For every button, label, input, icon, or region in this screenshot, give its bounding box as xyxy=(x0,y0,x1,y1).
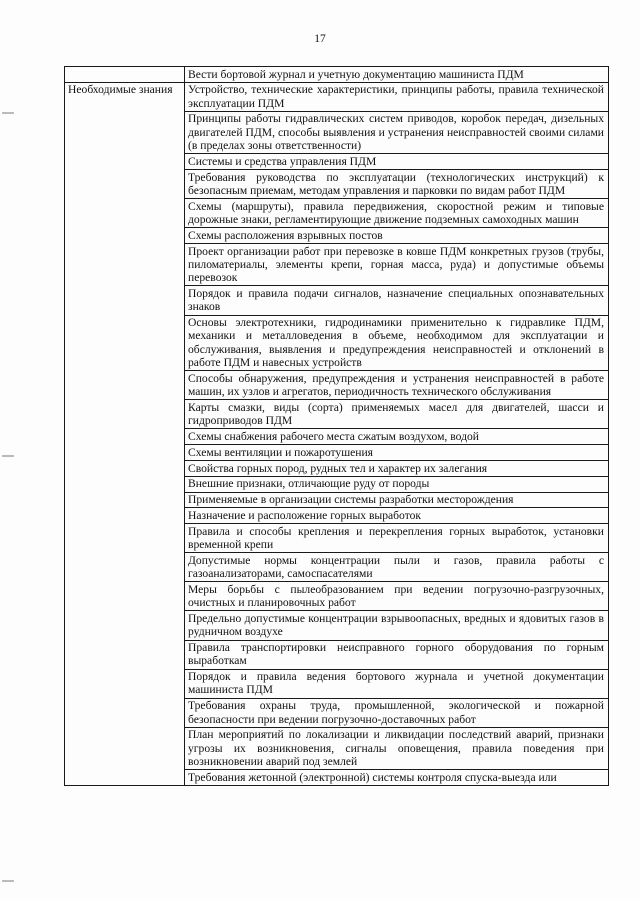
knowledge-item: Назначение и расположение горных выработок xyxy=(185,508,609,524)
knowledge-item: Внешние признаки, отличающие руду от породы xyxy=(185,476,609,492)
knowledge-item: Применяемые в организации системы разработки месторождения xyxy=(185,492,609,508)
knowledge-item: Порядок и правила ведения бортового журнала и учетной документации машиниста ПДМ xyxy=(185,669,609,698)
label-cell-empty xyxy=(65,67,185,83)
knowledge-item: Правила транспортировки неисправного горного оборудования по горным выработкам xyxy=(185,640,609,669)
knowledge-item: Схемы вентиляции и пожаротушения xyxy=(185,445,609,461)
scan-mark xyxy=(2,880,14,882)
page-number: 17 xyxy=(314,33,326,45)
knowledge-item: Меры борьбы с пылеобразованием при ведении погрузочно-разгрузочных, очистных и планировочных работ xyxy=(185,582,609,611)
knowledge-item: Требования жетонной (электронной) системы контроля спуска-выезда или xyxy=(185,770,609,786)
table-row xyxy=(65,82,609,111)
knowledge-item: План мероприятий по локализации и ликвидации последствий аварий, признаки угрозы их возникновения, сигналы оповещения, правила поведения при возникновении аварий под землей xyxy=(185,727,609,769)
knowledge-item: Допустимые нормы концентрации пыли и газов, правила работы с газоанализаторами, самоспасателями xyxy=(185,553,609,582)
knowledge-item: Правила и способы крепления и перекрепления горных выработок, установки временной крепи xyxy=(185,524,609,553)
knowledge-item: Принципы работы гидравлических систем приводов, коробок передач, дизельных двигателей ПДМ, способы выявления и устранения неисправностей своими силами (в пределах зоны ответственности) xyxy=(185,111,609,153)
knowledge-table xyxy=(64,66,609,786)
section-label: Необходимые знания xyxy=(65,82,185,785)
knowledge-item: Схемы снабжения рабочего места сжатым воздухом, водой xyxy=(185,429,609,445)
knowledge-item: Схемы (маршруты), правила передвижения, скоростной режим и типовые дорожные знаки, регламентирующие движение подземных самоходных машин xyxy=(185,199,609,228)
knowledge-item: Системы и средства управления ПДМ xyxy=(185,154,609,170)
table-row xyxy=(65,67,609,83)
continuation-item: Вести бортовой журнал и учетную документацию машиниста ПДМ xyxy=(185,67,609,83)
knowledge-item: Требования охраны труда, промышленной, экологической и пожарной безопасности при ведении погрузочно-доставочных работ xyxy=(185,698,609,727)
knowledge-item: Схемы расположения взрывных постов xyxy=(185,228,609,244)
knowledge-item: Порядок и правила подачи сигналов, назначение специальных опознавательных знаков xyxy=(185,286,609,315)
scan-mark xyxy=(2,112,14,114)
knowledge-item: Свойства горных пород, рудных тел и характер их залегания xyxy=(185,461,609,477)
knowledge-item: Способы обнаружения, предупреждения и устранения неисправностей в работе машин, их узлов и агрегатов, периодичность технического обслуживания xyxy=(185,371,609,400)
knowledge-item: Карты смазки, виды (сорта) применяемых масел для двигателей, шасси и гидроприводов ПДМ xyxy=(185,400,609,429)
knowledge-item: Требования руководства по эксплуатации (технологических инструкций) к безопасным приемам, методам управления и парковки по видам работ ПДМ xyxy=(185,170,609,199)
knowledge-item: Проект организации работ при перевозке в ковше ПДМ конкретных грузов (трубы, пиломатериалы, элементы крепи, горная масса, руда) и допустимые объемы перевозок xyxy=(185,244,609,286)
scan-mark xyxy=(2,455,14,457)
knowledge-item: Основы электротехники, гидродинамики применительно к гидравлике ПДМ, механики и металловедения в объеме, необходимом для эксплуатации и обслуживания, выявления и предупреждения неисправностей и отклонений в работе ПДМ и навесных устройств xyxy=(185,315,609,371)
knowledge-item: Устройство, технические характеристики, принципы работы, правила технической эксплуатации ПДМ xyxy=(185,82,609,111)
knowledge-item: Предельно допустимые концентрации взрывоопасных, вредных и ядовитых газов в рудничном воздухе xyxy=(185,611,609,640)
